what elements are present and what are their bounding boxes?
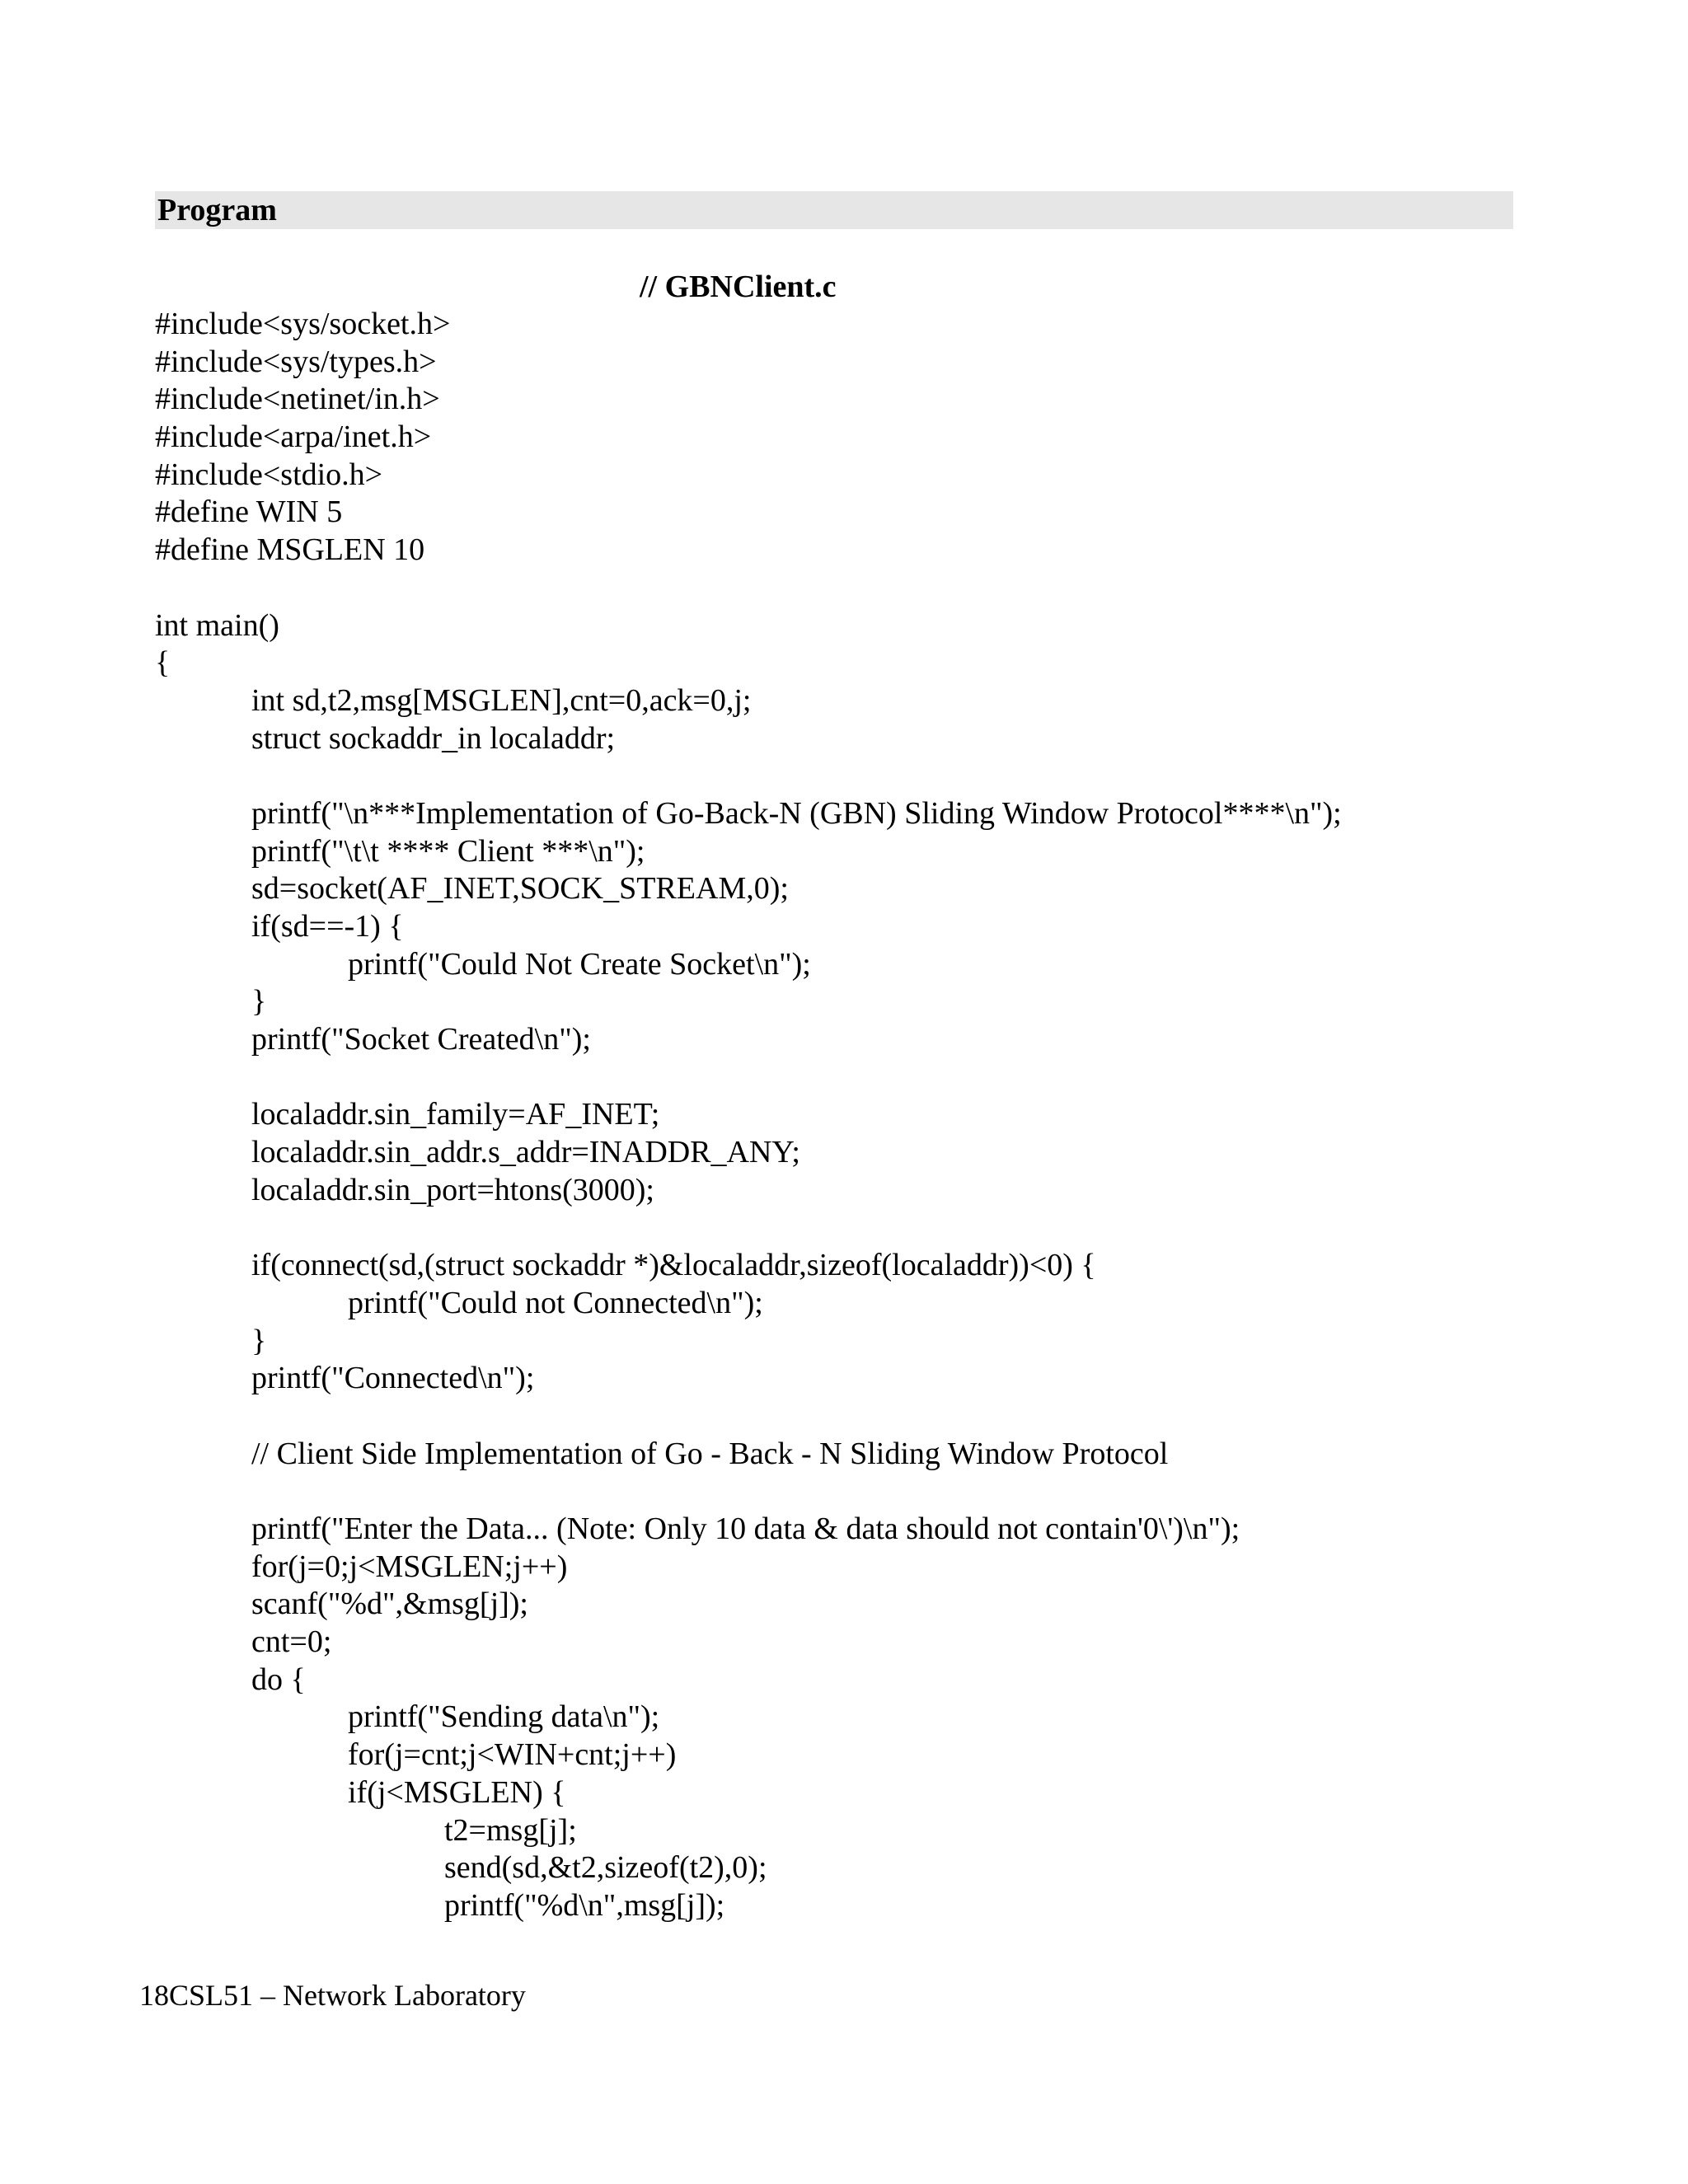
code-line: printf("Socket Created\n"); [251, 1022, 591, 1057]
file-title: // GBNClient.c [640, 269, 837, 304]
code-line: t2=msg[j]; [444, 1812, 577, 1848]
code-blank-line [155, 1059, 1540, 1097]
code-line: do { [251, 1661, 306, 1697]
code-line: #include<arpa/inet.h> [155, 419, 432, 455]
code-line: printf("\n***Implementation of Go-Back-N (GBN) Sliding Window Protocol****\n"); [251, 795, 1342, 831]
section-title: Program [157, 193, 277, 227]
code-line: if(sd==-1) { [251, 909, 404, 944]
code-blank-line [155, 1210, 1540, 1248]
code-line: printf("Could not Connected\n"); [348, 1285, 763, 1320]
code-line: scanf("%d",&msg[j]); [251, 1586, 528, 1622]
code-line: } [251, 984, 267, 1019]
code-line: printf("%d\n",msg[j]); [444, 1887, 725, 1923]
code-line: sd=socket(AF_INET,SOCK_STREAM,0); [251, 871, 789, 907]
code-line: localaddr.sin_port=htons(3000); [251, 1172, 654, 1207]
code-line: int sd,t2,msg[MSGLEN],cnt=0,ack=0,j; [251, 682, 752, 718]
code-line: int main() [155, 607, 279, 643]
code-line: cnt=0; [251, 1624, 332, 1660]
code-line: localaddr.sin_family=AF_INET; [251, 1097, 660, 1132]
code-blank-line [155, 569, 1540, 607]
code-line: #define MSGLEN 10 [155, 532, 425, 568]
code-line: send(sd,&t2,sizeof(t2),0); [444, 1850, 767, 1886]
code-line: #include<netinet/in.h> [155, 382, 440, 417]
code-line: #define WIN 5 [155, 494, 343, 530]
code-line: } [251, 1323, 267, 1358]
code-line: printf("Connected\n"); [251, 1361, 535, 1396]
code-line: for(j=cnt;j<WIN+cnt;j++) [348, 1737, 677, 1773]
code-line: printf("Could Not Create Socket\n"); [348, 946, 811, 982]
code-line: { [155, 645, 171, 681]
section-header-bar [155, 191, 1513, 229]
code-line: #include<stdio.h> [155, 457, 383, 492]
code-line: localaddr.sin_addr.s_addr=INADDR_ANY; [251, 1135, 800, 1170]
page-footer: 18CSL51 – Network Laboratory [139, 1979, 526, 2012]
code-line: struct sockaddr_in localaddr; [251, 720, 616, 756]
code-listing [155, 306, 1540, 1925]
code-blank-line [155, 757, 1540, 795]
code-line: // Client Side Implementation of Go - Back - N Sliding Window Protocol [251, 1436, 1169, 1471]
code-line: for(j=0;j<MSGLEN;j++) [251, 1549, 568, 1584]
code-blank-line [155, 1398, 1540, 1436]
code-line: if(j<MSGLEN) { [348, 1774, 566, 1810]
code-line: printf("Enter the Data... (Note: Only 10 data & data should not contain'0\')\n"); [251, 1511, 1240, 1546]
code-line: printf("\t\t **** Client ***\n"); [251, 833, 645, 869]
code-line: #include<sys/types.h> [155, 344, 437, 379]
code-line: #include<sys/socket.h> [155, 307, 451, 341]
code-line: printf("Sending data\n"); [348, 1699, 660, 1735]
code-blank-line [155, 1473, 1540, 1511]
code-line: if(connect(sd,(struct sockaddr *)&localaddr,sizeof(localaddr))<0) { [251, 1248, 1096, 1283]
